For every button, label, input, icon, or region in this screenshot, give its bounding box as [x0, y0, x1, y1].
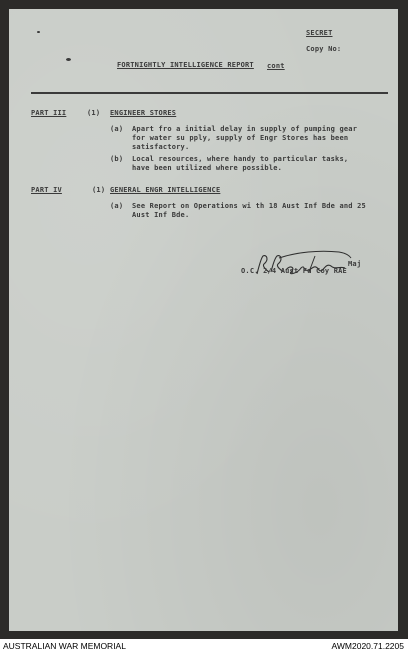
- copy-number-label: Copy No:: [306, 45, 342, 53]
- signatory-title: O.C. 2/4 Aust Fd Coy RAE: [241, 267, 347, 275]
- part-label: PART III: [31, 109, 67, 117]
- item-label: (a): [110, 125, 124, 133]
- signatory-rank: Maj: [348, 260, 362, 268]
- archive-reference: AWM2020.71.2205: [331, 641, 404, 651]
- header-divider: [31, 92, 388, 94]
- document-page: [9, 9, 398, 631]
- ink-blot: [66, 58, 71, 61]
- item-label: (b): [110, 155, 124, 163]
- archive-footer: [0, 639, 408, 653]
- item-text: Local resources, where handy to particular tasks, have been utilized where possible.: [132, 155, 349, 172]
- ink-speck: [37, 31, 40, 33]
- part-label: PART IV: [31, 186, 62, 194]
- item-text: See Report on Operations wi th 18 Aust Inf Bde and 25 Aust Inf Bde.: [132, 202, 366, 219]
- report-title: FORTNIGHTLY INTELLIGENCE REPORT: [117, 61, 254, 69]
- section-number: (1): [87, 109, 101, 117]
- report-title-continued: cont: [267, 62, 285, 70]
- classification-marking: SECRET: [306, 29, 333, 37]
- section-number: (1): [92, 186, 106, 194]
- item-text: Apart fro a initial delay in supply of pumping gear for water su pply, supply of Engr Stores has been satisfactory.: [132, 125, 358, 151]
- handwritten-signature: [253, 248, 361, 282]
- archive-institution: AUSTRALIAN WAR MEMORIAL: [3, 641, 126, 651]
- section-heading: GENERAL ENGR INTELLIGENCE: [110, 186, 221, 194]
- section-heading: ENGINEER STORES: [110, 109, 177, 117]
- item-label: (a): [110, 202, 124, 210]
